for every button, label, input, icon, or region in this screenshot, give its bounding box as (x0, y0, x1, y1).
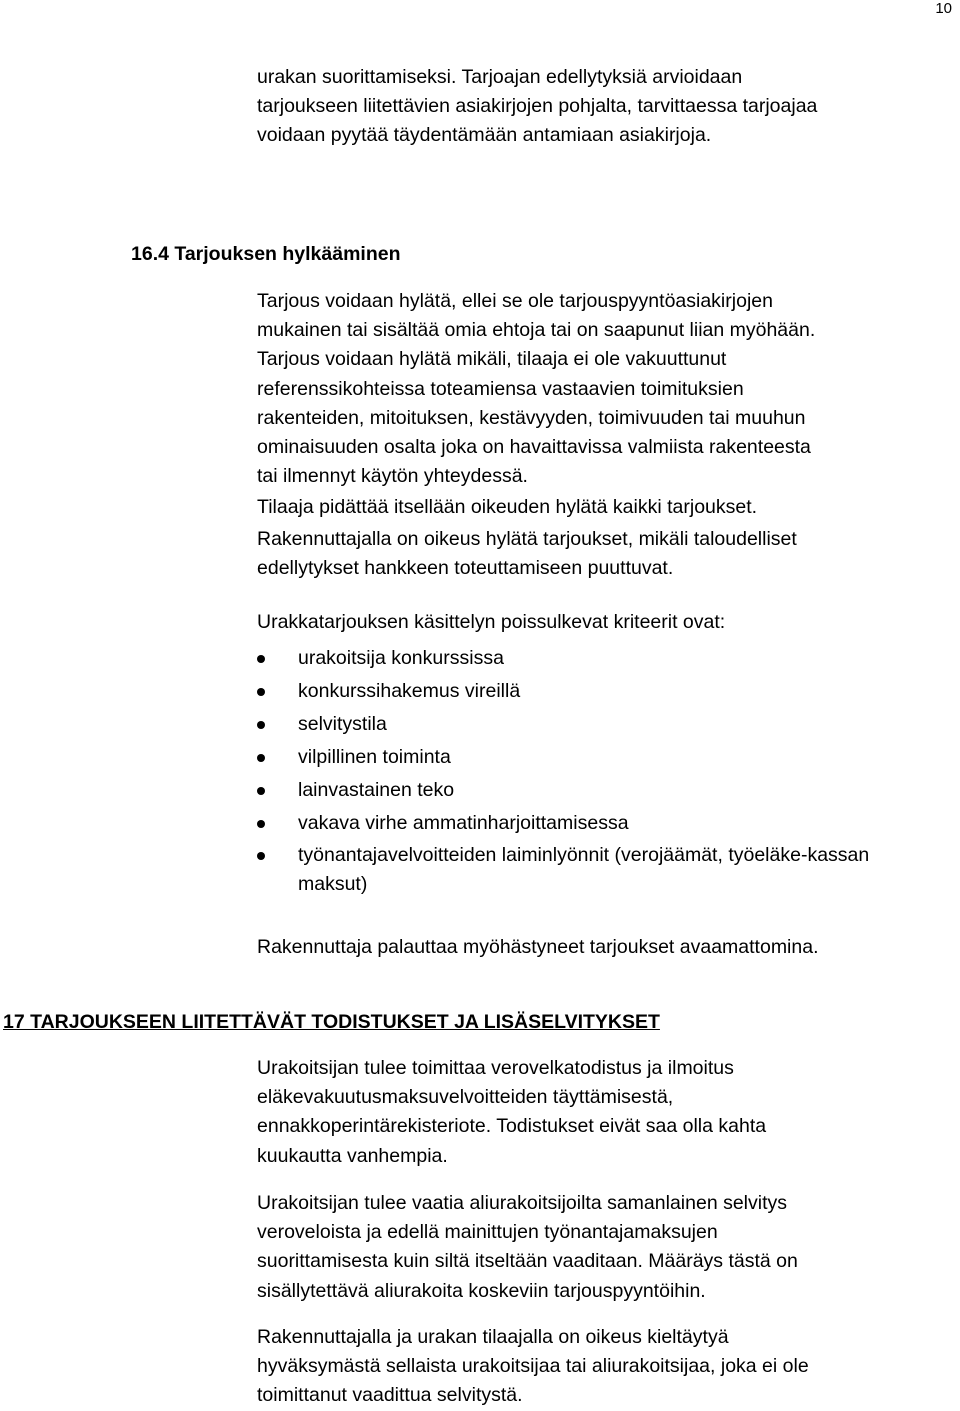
bullet-icon (257, 852, 265, 860)
bullet-icon (257, 754, 265, 762)
text-line: mukainen tai sisältää omia ehtoja tai on saapunut liian myöhään. (257, 319, 816, 342)
text-line: Urakoitsijan tulee toimittaa verovelkatodistus ja ilmoitus (257, 1057, 734, 1079)
text-line: kuukautta vanhempia. (257, 1144, 448, 1167)
text-line: Tilaaja pidättää itsellään oikeuden hylätä kaikki tarjoukset. (257, 496, 758, 519)
section-heading-16-4: 16.4 Tarjouksen hylkääminen (131, 243, 401, 265)
section-heading-17: 17 TARJOUKSEEN LIITETTÄVÄT TODISTUKSET JA LISÄSELVITYKSET (3, 1011, 660, 1033)
closing-sentence: Rakennuttaja palauttaa myöhästyneet tarjoukset avaamattomina. (257, 936, 819, 958)
text-line: urakan suorittamiseksi. Tarjoajan edellytyksiä arvioidaan (257, 66, 743, 88)
text-line: ennakkoperintärekisteriote. Todistukset eivät saa olla kahta (257, 1115, 767, 1138)
text-line: tai ilmennyt käytön yhteydessä. (257, 465, 528, 488)
text-line: edellytykset hankkeen toteuttamiseen puuttuvat. (257, 556, 674, 579)
text-line: hyväksymästä sellaista urakoitsijaa tai aliurakoitsijaa, joka ei ole (257, 1355, 809, 1378)
list-item: vakava virhe ammatinharjoittamisessa (257, 807, 938, 840)
list-item: lainvastainen teko (257, 774, 938, 807)
text-line: Urakoitsijan tulee vaatia aliurakoitsijoilta samanlainen selvitys (257, 1192, 788, 1214)
intro-paragraph (257, 63, 817, 151)
rejection-paragraph (257, 287, 815, 583)
list-item: urakoitsija konkurssissa (257, 642, 938, 675)
bullet-icon (257, 655, 265, 663)
text-line: Rakennuttajalla on oikeus hylätä tarjoukset, mikäli taloudelliset (257, 527, 797, 550)
list-item: konkurssihakemus vireillä (257, 675, 938, 708)
text-line: tarjoukseen liitettävien asiakirjojen pohjalta, tarvittaessa tarjoajaa (257, 95, 818, 118)
criteria-list (257, 642, 938, 901)
bullet-icon (257, 721, 265, 729)
text-line: voidaan pyytää täydentämään antamiaan asiakirjoja. (257, 124, 712, 147)
bullet-icon (257, 787, 265, 795)
text-line: toimittanut vaadittua selvitystä. (257, 1384, 523, 1407)
text-line: sisällytettävä aliurakoita koskeviin tarjouspyyntöihin. (257, 1279, 706, 1302)
list-item: vilpillinen toiminta (257, 741, 938, 774)
certificates-paragraph (257, 1054, 766, 1171)
text-line: veroveloista ja edellä mainittujen työnantajamaksujen (257, 1221, 718, 1244)
list-item: työnantajavelvoitteiden laiminlyönnit (verojäämät, työeläke-kassan maksut) (257, 839, 938, 901)
refusal-paragraph (257, 1323, 809, 1411)
criteria-intro: Urakkatarjouksen käsittelyn poissulkevat kriteerit ovat: (257, 611, 726, 633)
text-line: Tarjous voidaan hylätä mikäli, tilaaja ei ole vakuuttunut (257, 348, 727, 371)
bullet-icon (257, 688, 265, 696)
text-line: suorittamisesta kuin siltä itseltään vaaditaan. Määräys tästä on (257, 1250, 798, 1273)
bullet-icon (257, 820, 265, 828)
text-line: rakenteiden, mitoituksen, kestävyyden, toimivuuden tai muuhun (257, 406, 806, 429)
text-line: Rakennuttajalla ja urakan tilaajalla on oikeus kieltäytyä (257, 1326, 729, 1348)
subcontractor-paragraph (257, 1189, 798, 1306)
text-line: eläkevakuutusmaksuvelvoitteiden täyttämisestä, (257, 1086, 674, 1109)
text-line: Tarjous voidaan hylätä, ellei se ole tarjouspyyntöasiakirjojen (257, 290, 773, 312)
page-number: 10 (935, 0, 952, 17)
list-item: selvitystila (257, 708, 938, 741)
text-line: referenssikohteissa toteamiensa vastaavien toimituksien (257, 377, 744, 400)
text-line: ominaisuuden osalta joka on havaittavissa valmiista rakenteesta (257, 436, 811, 459)
